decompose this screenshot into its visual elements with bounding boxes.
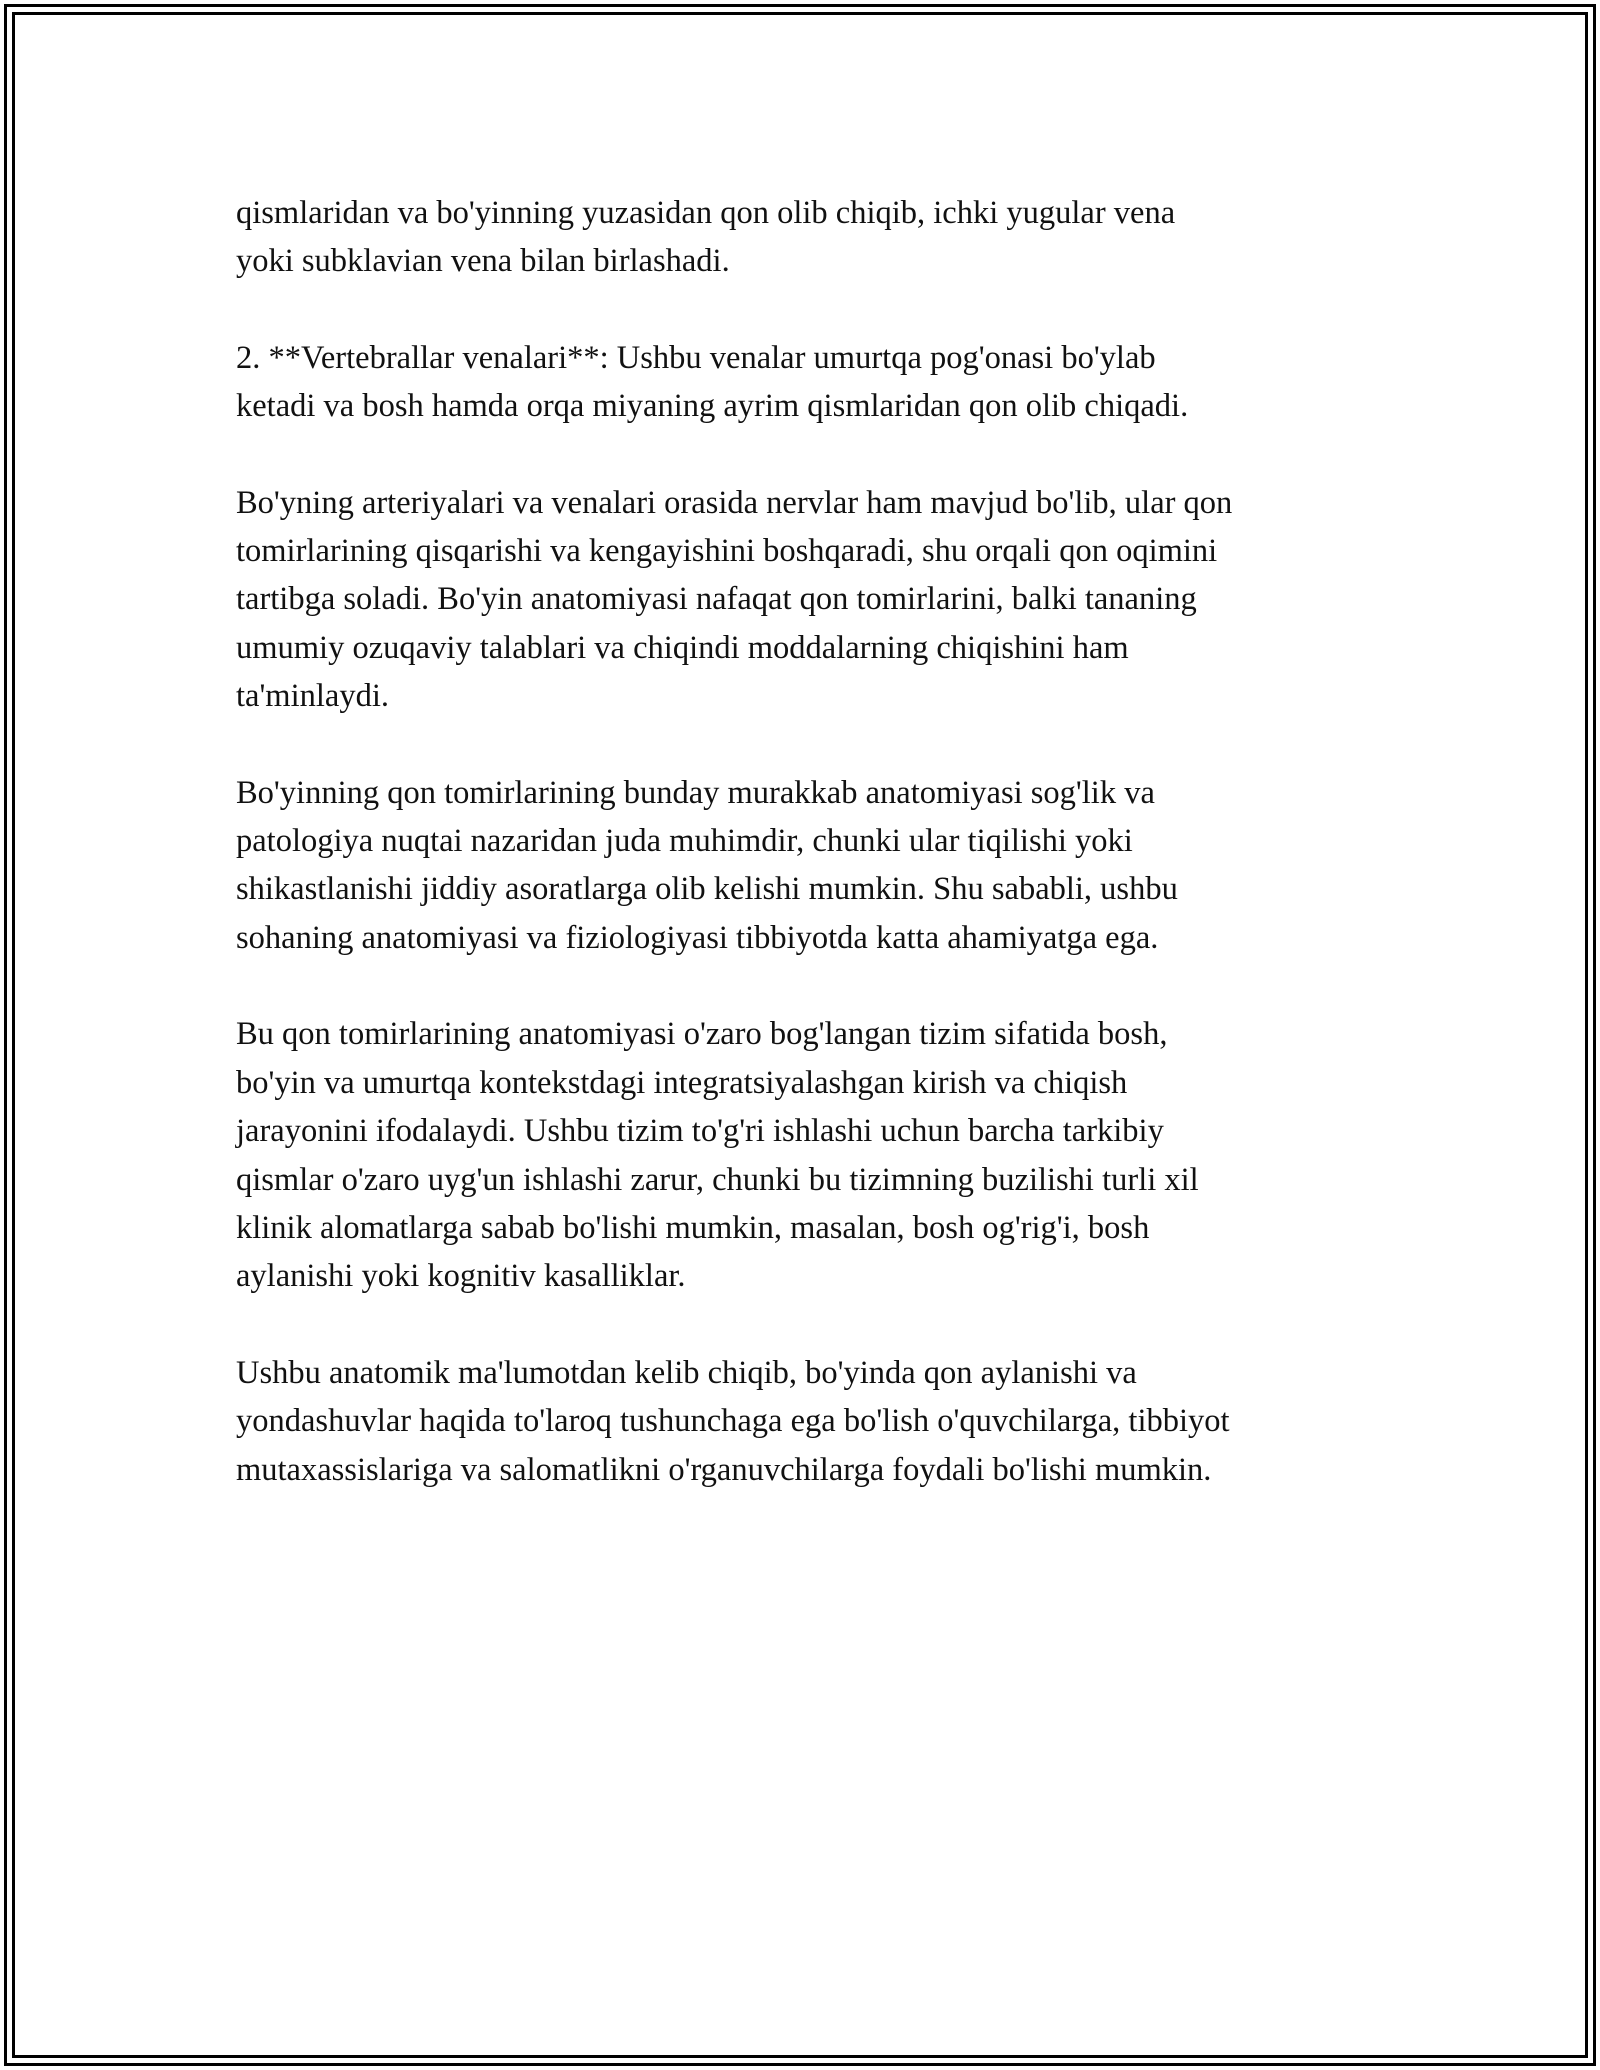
text-line: Bu qon tomirlarining anatomiyasi o'zaro bog'langan tizim sifatida bosh, <box>236 1016 1168 1053</box>
text-line: aylanishi yoki kognitiv kasalliklar. <box>236 1258 686 1295</box>
text-line: sohaning anatomiyasi va fiziologiyasi tibbiyotda katta ahamiyatga ega. <box>236 919 1159 956</box>
text-line: ketadi va bosh hamda orqa miyaning ayrim qismlaridan qon olib chiqadi. <box>236 388 1189 425</box>
paragraph-6 <box>236 1349 1366 1494</box>
text-line: 2. **Vertebrallar venalari**: Ushbu venalar umurtqa pog'onasi bo'ylab <box>236 339 1156 376</box>
document-body <box>236 189 1366 1542</box>
text-line: yoki subklavian vena bilan birlashadi. <box>236 243 730 280</box>
text-line: tomirlarining qisqarishi va kengayishini boshqaradi, shu orqali qon oqimini <box>236 533 1218 570</box>
paragraph-4 <box>236 769 1366 963</box>
text-line: patologiya nuqtai nazaridan juda muhimdir, chunki ular tiqilishi yoki <box>236 823 1133 860</box>
text-line: tartibga soladi. Bo'yin anatomiyasi nafaqat qon tomirlarini, balki tananing <box>236 581 1197 618</box>
text-line: mutaxassislariga va salomatlikni o'rganuvchilarga foydali bo'lishi mumkin. <box>236 1451 1212 1488</box>
text-line: qismlar o'zaro uyg'un ishlashi zarur, chunki bu tizimning buzilishi turli xil <box>236 1161 1199 1198</box>
text-line: Bo'yning arteriyalari va venalari orasida nervlar ham mavjud bo'lib, ular qon <box>236 484 1233 521</box>
text-line: Bo'yinning qon tomirlarining bunday murakkab anatomiyasi sog'lik va <box>236 774 1155 811</box>
text-line: ta'minlaydi. <box>236 678 389 715</box>
paragraph-3 <box>236 479 1366 721</box>
text-line: jarayonini ifodalaydi. Ushbu tizim to'g'ri ishlashi uchun barcha tarkibiy <box>236 1113 1164 1150</box>
text-line: shikastlanishi jiddiy asoratlarga olib kelishi mumkin. Shu sababli, ushbu <box>236 871 1178 908</box>
text-line: umumiy ozuqaviy talablari va chiqindi moddalarning chiqishini ham <box>236 629 1129 666</box>
text-line: yondashuvlar haqida to'laroq tushunchaga ega bo'lish o'quvchilarga, tibbiyot <box>236 1403 1230 1440</box>
paragraph-1 <box>236 189 1366 286</box>
paragraph-2 <box>236 334 1366 431</box>
paragraph-5 <box>236 1010 1366 1300</box>
text-line: Ushbu anatomik ma'lumotdan kelib chiqib, bo'yinda qon aylanishi va <box>236 1354 1137 1391</box>
text-line: klinik alomatlarga sabab bo'lishi mumkin, masalan, bosh og'rig'i, bosh <box>236 1209 1150 1246</box>
text-line: qismlaridan va bo'yinning yuzasidan qon olib chiqib, ichki yugular vena <box>236 195 1176 231</box>
text-line: bo'yin va umurtqa kontekstdagi integratsiyalashgan kirish va chiqish <box>236 1064 1128 1101</box>
